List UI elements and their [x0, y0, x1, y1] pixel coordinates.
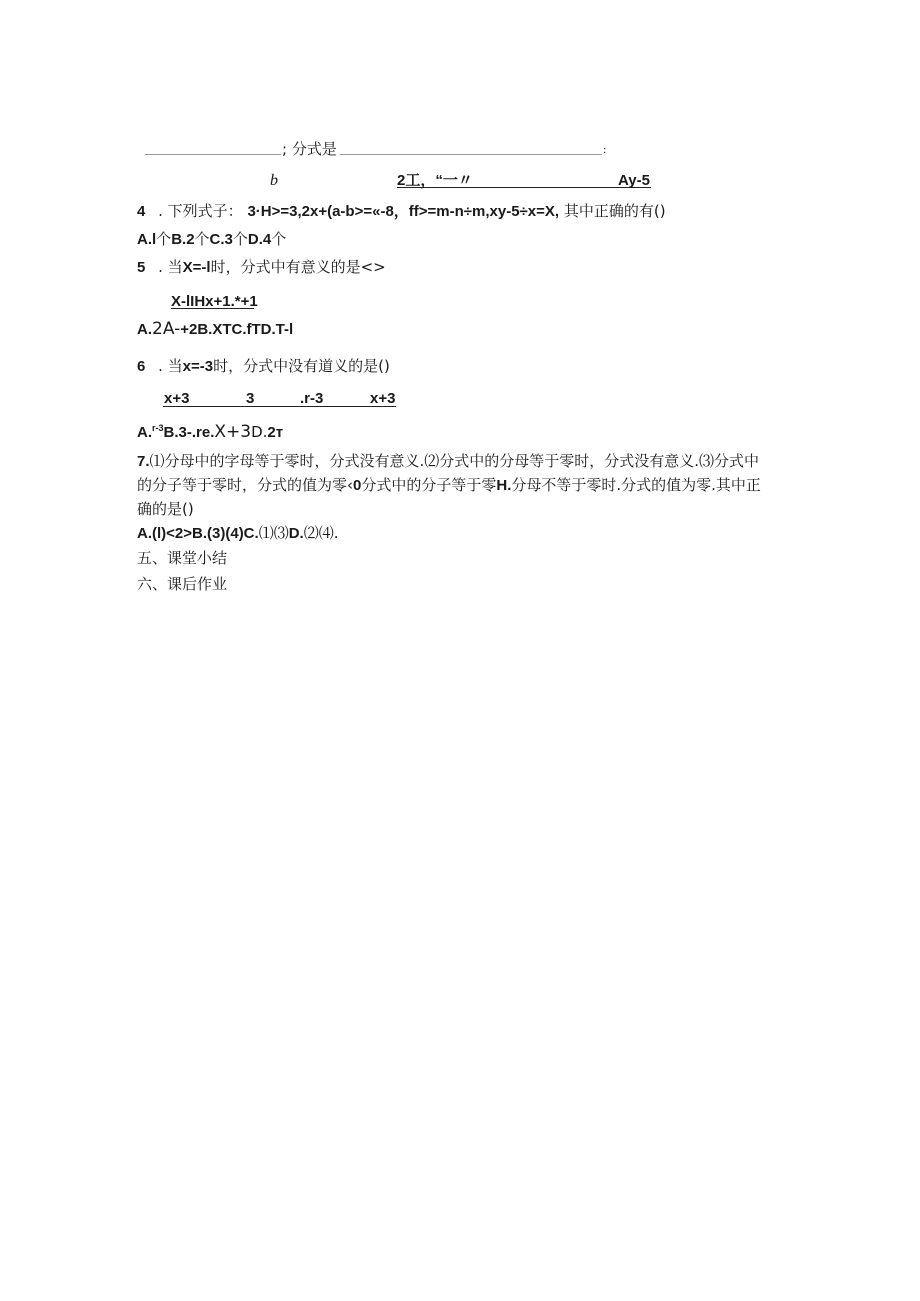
question-prefix: . 当 — [158, 258, 183, 276]
option-b-unit: 个 — [194, 230, 210, 248]
option-d-unit: 个 — [271, 230, 287, 248]
line1-end: : — [603, 145, 607, 156]
option-c: X+3 — [214, 422, 252, 442]
question-6-options — [137, 418, 283, 443]
question-condition: x=-3 — [182, 358, 214, 375]
denominator-right: Ay-5 — [618, 172, 650, 189]
option-d-label: D. — [288, 525, 304, 542]
option-a-unit: 个 — [156, 230, 172, 248]
option-a: A. — [137, 321, 152, 338]
section-summary-heading: 五、课堂小结 — [137, 549, 228, 567]
question-7-options — [137, 523, 338, 544]
fraction-label: 分式是 — [291, 140, 337, 158]
option-b: B.2 — [171, 231, 195, 248]
numerator-bar — [163, 406, 396, 407]
question-prefix: . 当 — [158, 357, 183, 375]
question-4 — [137, 201, 666, 222]
question-7-line-1 — [137, 451, 759, 472]
question-number: 6 — [137, 358, 146, 375]
section-homework-heading: 六、课后作业 — [137, 575, 228, 593]
option-b: B.3-.re. — [163, 424, 215, 441]
question-4-options — [137, 229, 286, 250]
question-7-line-3: 确的是() — [137, 500, 194, 518]
option-a: A. — [137, 424, 152, 441]
option-c: C.3 — [209, 231, 233, 248]
question-number: 5 — [137, 259, 146, 276]
statement-text: 分式中的分子等于零 — [361, 476, 497, 494]
statement-label: H. — [496, 477, 512, 494]
question-5-numerators: X-lIHx+1.*+1 — [171, 293, 258, 310]
question-5-options — [137, 319, 293, 340]
question-suffix: 其中正确的有() — [563, 202, 666, 220]
answer-blank-1 — [145, 154, 281, 155]
separator: ; — [282, 140, 288, 158]
question-suffix: 时，分式中有意义的是<> — [210, 258, 386, 276]
option-c-unit: 个 — [232, 230, 248, 248]
numerator-d: x+3 — [370, 390, 396, 407]
question-prefix: . 下列式子： — [158, 202, 243, 220]
option-d: ⑵⑷. — [303, 524, 339, 542]
question-suffix: 时，分式中没有道义的是() — [213, 357, 390, 375]
question-7-line-2 — [137, 475, 761, 496]
question-6 — [137, 356, 390, 377]
numerator-c: .r-3 — [300, 390, 324, 407]
question-condition: X=-l — [182, 259, 211, 276]
option-d: D.4 — [247, 231, 272, 248]
option-c: ⑴⑶ — [258, 524, 289, 542]
statement-text: 的分子等于零时，分式的值为零‹ — [137, 476, 354, 494]
denominator-b: b — [270, 172, 278, 189]
numerator-a: x+3 — [164, 390, 190, 407]
option-d: D. — [251, 423, 268, 441]
statement-text: ⑴分母中的字母等于零时，分式没有意义.⑵分式中的分母等于零时，分式没有意义.⑶分式中 — [149, 452, 760, 470]
line1-text — [282, 139, 337, 159]
statement-text: 分母不等于零时.分式的值为零.其中正 — [511, 476, 761, 494]
option-a-expr: r-3 — [152, 423, 164, 433]
question-number: 4 — [137, 203, 146, 220]
question-expression: 3·H>=3,2x+(a-b>=«-8，ff>=m-n÷m,xy-5÷x=X, — [247, 203, 560, 220]
numerator-bar — [171, 308, 254, 309]
question-number: 7. — [137, 453, 150, 470]
numerator-b: 3 — [246, 390, 255, 407]
question-5 — [137, 257, 386, 278]
answer-blank-2 — [340, 154, 602, 155]
option-a-expr: 2A- — [152, 319, 181, 339]
statement-num: 0 — [353, 477, 362, 494]
denominator-mid: 2工，“一〃 — [397, 172, 473, 189]
option-d-expr: 2т — [267, 424, 284, 441]
option-a: A.l — [137, 231, 157, 248]
options-ab: A.(l)<2>B.(3)(4)C. — [137, 525, 259, 542]
options-rest: +2B.XTC.fTD.T-l — [180, 321, 294, 338]
